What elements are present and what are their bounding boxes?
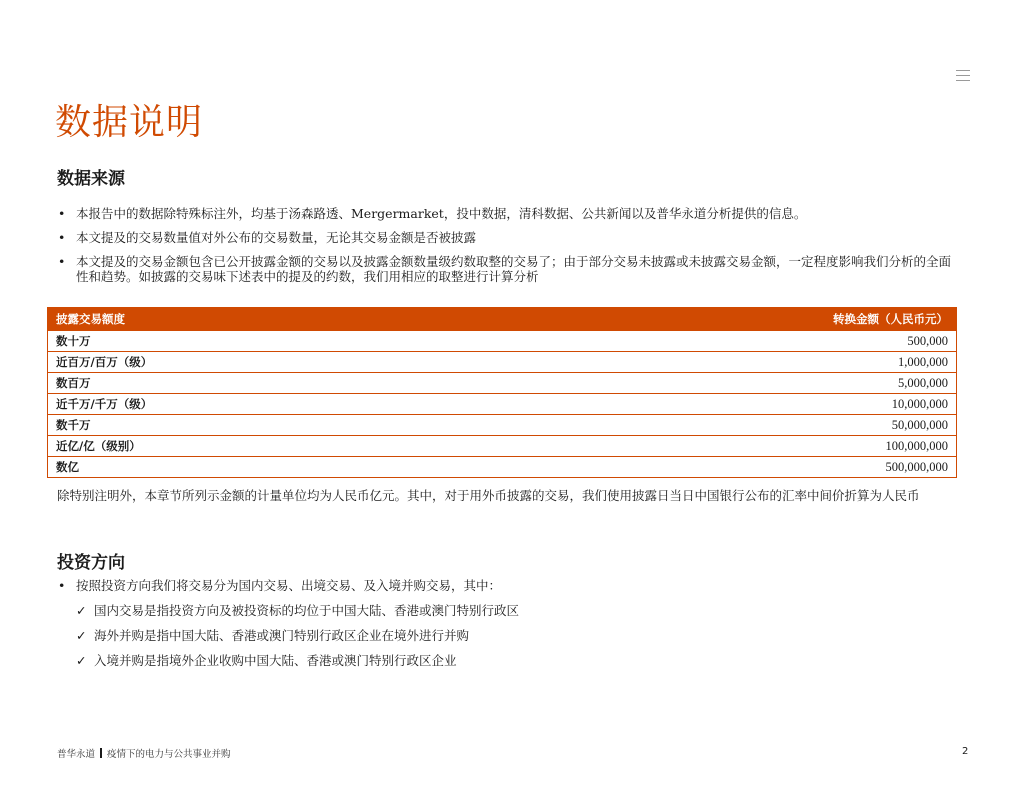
check-text: 入境并购是指境外企业收购中国大陆、香港或澳门特别行政区企业 (94, 653, 457, 668)
list-item: • 本文提及的交易数量值对外公布的交易数量，无论其交易金额是否被披露 (57, 230, 957, 245)
row-value: 1,000,000 (467, 352, 956, 373)
table-row (48, 457, 957, 478)
row-label: 近百万/百万（级） (48, 352, 468, 373)
amount-conversion-table (47, 307, 957, 478)
table-row (48, 436, 957, 457)
check-icon: ✓ (76, 603, 87, 618)
table-row (48, 331, 957, 352)
row-value: 500,000,000 (467, 457, 956, 478)
section-title-investment-direction: 投资方向 (57, 553, 125, 573)
table-row (48, 394, 957, 415)
row-value: 100,000,000 (467, 436, 956, 457)
row-label: 数百万 (48, 373, 468, 394)
check-text: 国内交易是指投资方向及被投资标的均位于中国大陆、香港或澳门特别行政区 (94, 603, 520, 618)
check-icon: ✓ (76, 628, 87, 643)
row-label: 近千万/千万（级） (48, 394, 468, 415)
table-header-row (48, 308, 957, 331)
page-title: 数据说明 (55, 102, 204, 143)
investment-direction-list (57, 578, 957, 602)
check-icon: ✓ (76, 653, 87, 668)
data-sources-list (57, 206, 957, 293)
table-header-converted: 转换金额（人民币元） (467, 308, 956, 331)
footer-separator (100, 748, 102, 758)
footer (57, 746, 231, 760)
list-item: • 本文提及的交易金额包含已公开披露金额的交易以及披露金额数量级约数取整的交易了；由于部分交易未披露或未披露交易金额，一定程度影响我们分析的全面性和趋势。如披露的交易味下述表中的提及的约数，我们用相应的取整进行计算分析 (57, 254, 957, 284)
footer-report-title: 疫情下的电力与公共事业并购 (107, 749, 231, 760)
row-label: 数十万 (48, 331, 468, 352)
check-text: 海外并购是指中国大陆、香港或澳门特别行政区企业在境外进行并购 (94, 628, 470, 643)
investment-direction-checks (76, 603, 519, 678)
list-item: • 本报告中的数据除特殊标注外，均基于汤森路透、Mergermarket，投中数据，清科数据、公共新闻以及普华永道分析提供的信息。 (57, 206, 957, 221)
row-value: 50,000,000 (467, 415, 956, 436)
row-label: 数千万 (48, 415, 468, 436)
row-label: 近亿/亿（级别） (48, 436, 468, 457)
row-value: 5,000,000 (467, 373, 956, 394)
list-item: • 按照投资方向我们将交易分为国内交易、出境交易、及入境并购交易，其中： (57, 578, 957, 593)
check-item (76, 628, 519, 643)
table-header-disclosed: 披露交易额度 (48, 308, 468, 331)
page-number: 2 (962, 746, 969, 757)
table-row (48, 373, 957, 394)
row-label: 数亿 (48, 457, 468, 478)
section-title-data-sources: 数据来源 (57, 169, 125, 189)
currency-note: 除特别注明外，本章节所列示金额的计量单位均为人民币亿元。其中，对于用外币披露的交易，我们使用披露日当日中国银行公布的汇率中间价折算为人民币 (57, 488, 920, 503)
table-row (48, 415, 957, 436)
table-row (48, 352, 957, 373)
menu-icon[interactable] (956, 70, 970, 85)
row-value: 10,000,000 (467, 394, 956, 415)
row-value: 500,000 (467, 331, 956, 352)
check-item (76, 653, 519, 668)
footer-brand: 普华永道 (57, 749, 96, 760)
check-item (76, 603, 519, 618)
